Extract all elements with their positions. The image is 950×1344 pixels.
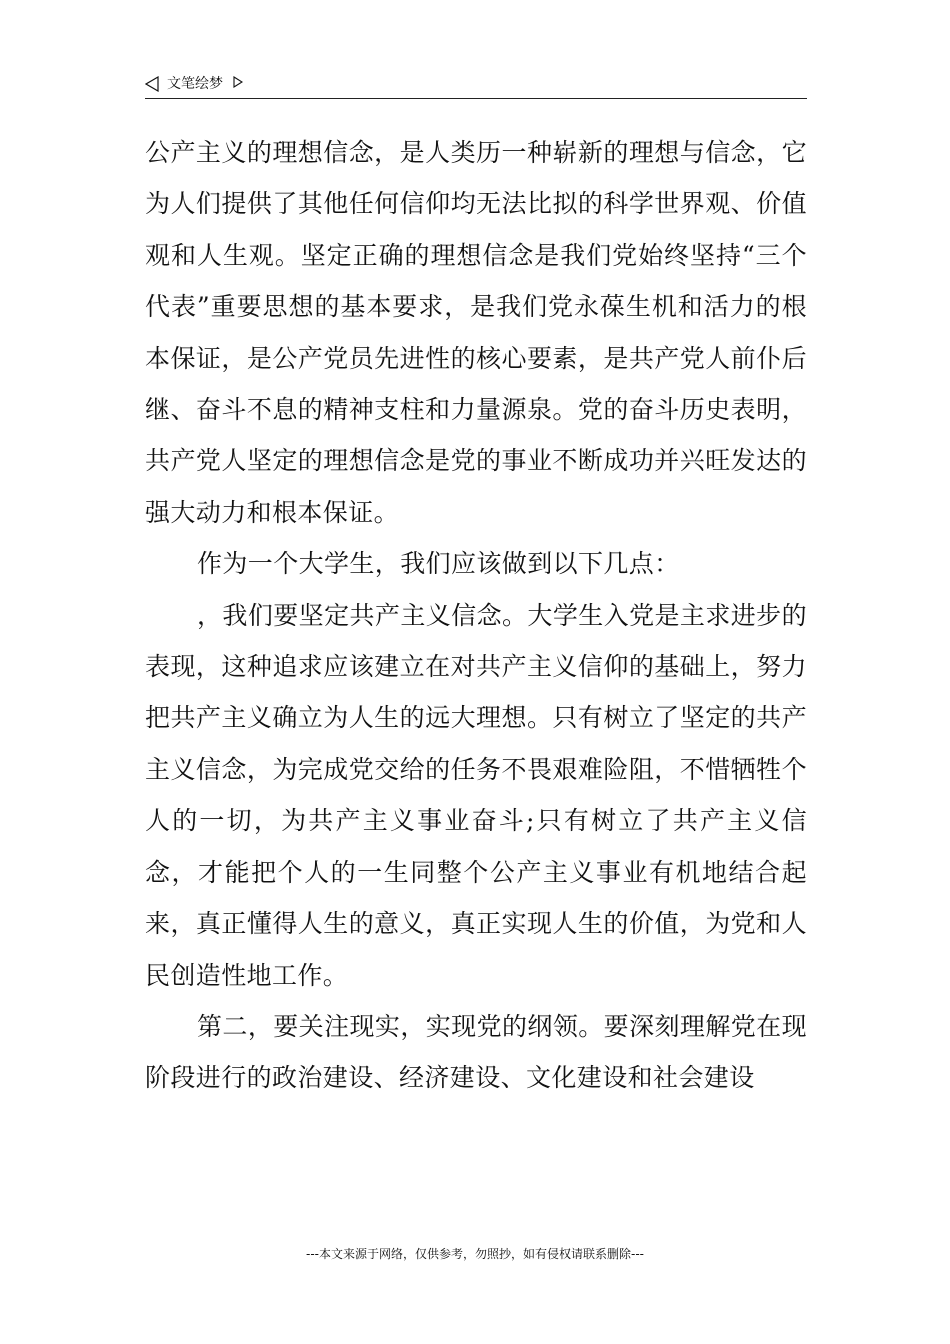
document-body — [145, 127, 807, 1104]
page-header — [145, 72, 807, 99]
paragraph-point-second: 第二，要关注现实，实现党的纲领。要深刻理解党在现阶段进行的政治建设、经济建设、文化建设和社会建设 — [145, 1011, 807, 1093]
page-footer: ---本文来源于网络，仅供参考，勿照抄，如有侵权请联系删除--- — [306, 1247, 644, 1261]
paragraph-ideal-belief: 公产主义的理想信念，是人类历一种崭新的理想与信念，它为人们提供了其他任何信仰均无法比拟的科学世界观、价值观和人生观。坚定正确的理想信念是我们党始终坚持“三个代表”重要思想的基本要求，是我们党永葆生机和活力的根本保证，是公产党员先进性的核心要素，是共产党人前仆后继、奋斗不息的精神支柱和力量源泉。党的奋斗历史表明，共产党人坚定的理想信念是党的事业不断成功并兴旺发达的强大动力和根本保证。 — [145, 138, 807, 527]
paragraph-point-first: ，我们要坚定共产主义信念。大学生入党是主求进步的表现，这种追求应该建立在对共产主义信仰的基础上，努力把共产主义确立为人生的远大理想。只有树立了坚定的共产主义信念，为完成党交给的任务不畏艰难险阻，不惜牺牲个人的一切，为共产主义事业奋斗;只有树立了共产主义信念，才能把个人的一生同整个公产主义事业有机地结合起来，真正懂得人生的意义，真正实现人生的价值，为党和人民创造性地工作。 — [145, 600, 807, 990]
header-title: 文笔绘梦 — [167, 76, 223, 92]
triangle-left-outline-icon — [145, 76, 159, 92]
triangle-right-outline-icon — [233, 76, 243, 88]
paragraph-intro-points: 作为一个大学生，我们应该做到以下几点： — [197, 549, 680, 579]
